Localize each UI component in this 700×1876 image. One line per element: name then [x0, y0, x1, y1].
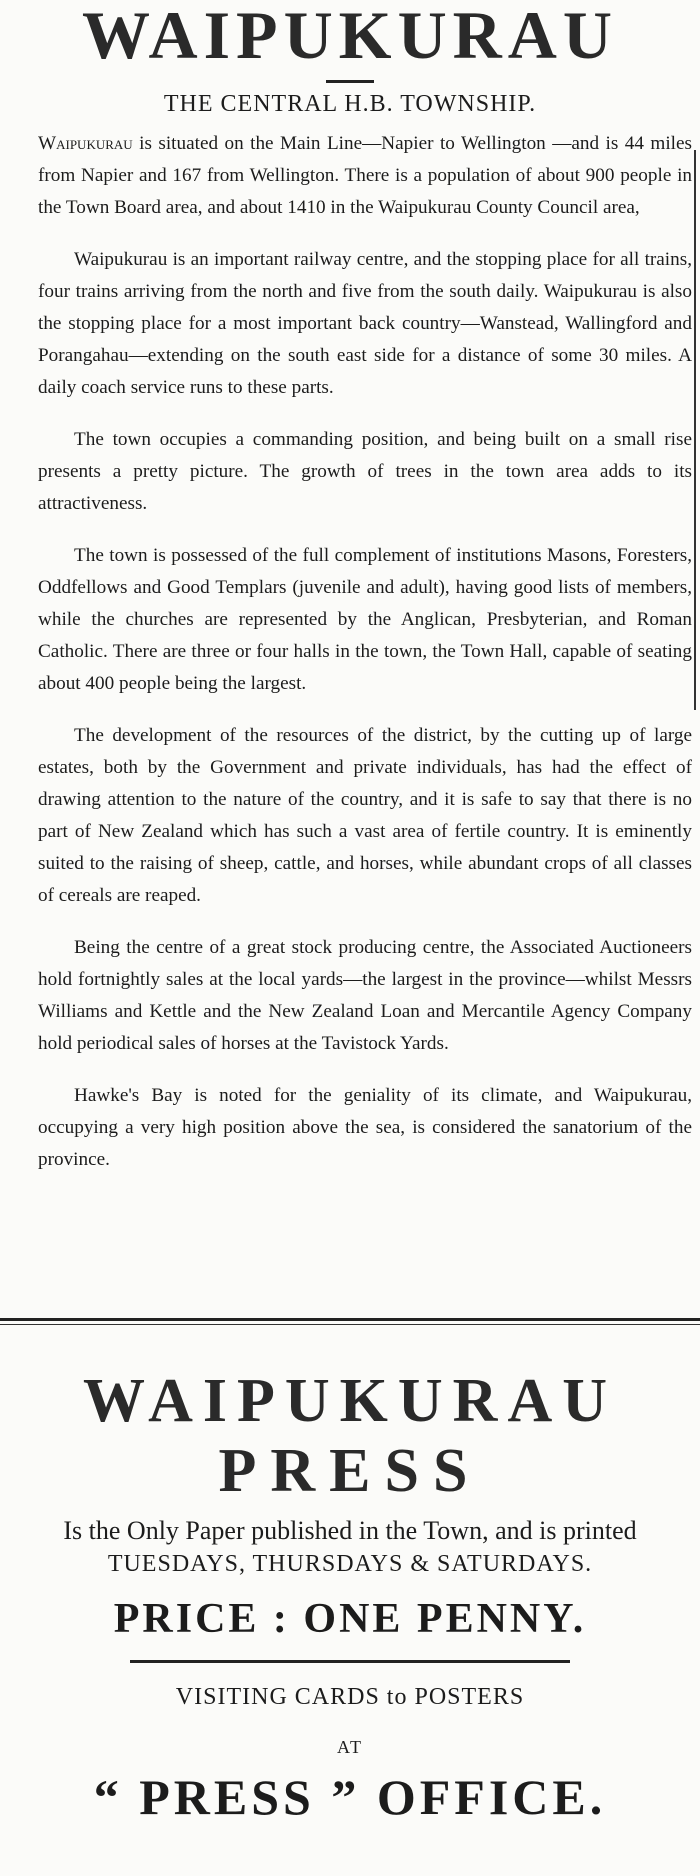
article-paragraph-3: The town occupies a commanding position, and being built on a small rise presents a pretty picture. The growth of trees in the town area adds to its attractiveness. [38, 429, 692, 514]
article-paragraph-1 [38, 128, 692, 224]
ad-visiting-cards: VISITING CARDS to POSTERS [175, 1684, 525, 1710]
article-paragraph-6: Being the centre of a great stock producing centre, the Associated Auctioneers hold fortnightly sales at the local yards—the largest in the province—whilst Messrs Williams and Kettle and the New Zealand Loan and Mercantile Agency Company hold periodical sales of horses at the Tavistock Yards. [38, 937, 692, 1054]
lead-word: Waipukurau [38, 133, 133, 154]
article-body [0, 128, 700, 1176]
article-paragraph-4: The town is possessed of the full complement of institutions Masons, Foresters, Oddfellows and Good Templars (juvenile and adult), having good lists of members, while the churches are represented by the Anglican, Presbyterian, and Roman Catholic. There are three or four halls in the town, the Town Hall, capable of seating about 400 people being the largest. [38, 545, 692, 694]
ad-description: Is the Only Paper published in the Town, and is printed [63, 1516, 637, 1545]
column-margin-line [694, 150, 696, 710]
article-paragraph-2: Waipukurau is an important railway centre, and the stopping place for all trains, four trains arriving from the north and five from the south daily. Waipukurau is also the stopping place for a most important back country—Wanstead, Wallingford and Porangahau—extending on the south east side for a distance of some 30 miles. A daily coach service runs to these parts. [38, 249, 692, 398]
article-title: WAIPUKURAU [82, 0, 618, 73]
ad-price: PRICE : ONE PENNY. [113, 1596, 587, 1642]
section-divider-heavy [0, 1318, 700, 1321]
section-divider-light [0, 1324, 700, 1325]
article-paragraph-5: The development of the resources of the district, by the cutting up of large estates, both by the Government and private individuals, has had the effect of drawing attention to the nature of the country, and it is safe to say that there is no part of New Zealand which has such a vast area of fertile country. It is eminently suited to the raising of sheep, cattle, and horses, while abundant crops of all classes of cereals are reaped. [38, 725, 692, 906]
article-paragraph-7: Hawke's Bay is noted for the geniality of its climate, and Waipukurau, occupying a very high position above the sea, is considered the sanatorium of the province. [38, 1085, 692, 1170]
paragraph-1-text: is situated on the Main Line—Napier to Wellington —and is 44 miles from Napier and 167 from Wellington. There is a population of about 900 people in the Town Board area, and about 1410 in the Waipukurau County Council area, [38, 133, 692, 218]
ad-publication-days: TUESDAYS, THURSDAYS & SATURDAYS. [107, 1551, 593, 1577]
ad-title: WAIPUKURAU [83, 1367, 617, 1435]
ad-office: “ PRESS ” OFFICE. [93, 1769, 607, 1825]
ad-subtitle: PRESS [218, 1437, 482, 1505]
ad-rule [130, 1660, 570, 1663]
ad-at: AT [337, 1737, 363, 1757]
press-advertisement [0, 1366, 700, 1825]
title-rule [326, 80, 374, 83]
article-subtitle: THE CENTRAL H.B. TOWNSHIP. [163, 91, 537, 117]
